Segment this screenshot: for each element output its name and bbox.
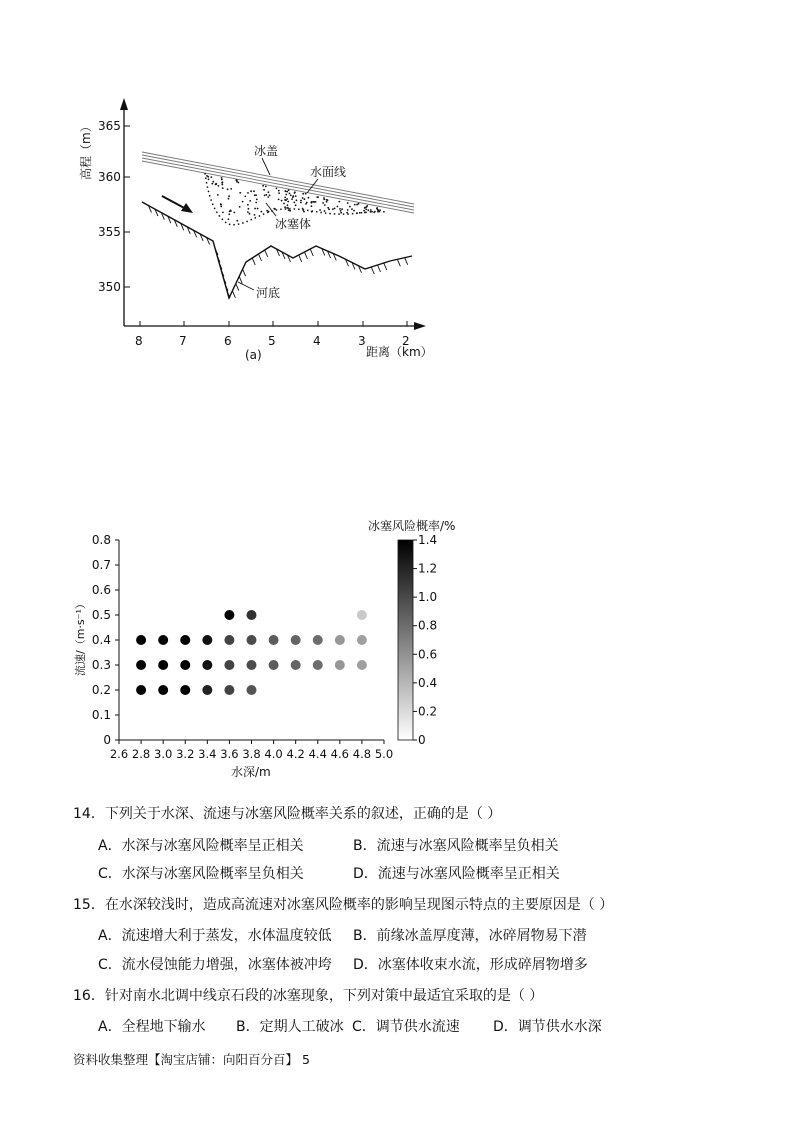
data-point	[247, 660, 257, 670]
ice-jam-dot	[340, 210, 342, 212]
x-tick-label: 5.0	[374, 747, 394, 761]
fig-a-x-tick: 3	[358, 334, 366, 348]
ice-jam-dot	[379, 209, 381, 211]
data-point	[357, 660, 367, 670]
ice-jam-dot	[210, 176, 212, 178]
colorbar-tick-label: 0.6	[418, 647, 438, 662]
ice-jam-dot	[302, 193, 304, 195]
ice-jam-dot	[292, 196, 294, 198]
ice-jam-dot	[254, 208, 256, 210]
ice-jam-dot	[373, 211, 375, 213]
data-point	[202, 660, 212, 670]
ice-jam-dot	[304, 198, 306, 200]
ice-jam-dot	[295, 204, 297, 206]
figure-a	[0, 0, 800, 380]
fig-a-x-ticks	[135, 321, 410, 348]
ice-jam-dot	[300, 202, 302, 204]
data-point	[269, 660, 279, 670]
bed-hatch-tick	[397, 259, 400, 266]
ice-jam-dot	[354, 204, 356, 206]
fig-a-x-tick: 8	[135, 334, 143, 348]
data-point	[357, 635, 367, 645]
ice-jam-dot	[377, 211, 379, 213]
ice-jam-dot	[254, 214, 256, 216]
data-point	[357, 610, 367, 620]
ice-jam-dot	[365, 209, 367, 211]
ice-jam-dot	[248, 208, 250, 210]
bed-hatch-tick	[259, 254, 262, 261]
fig-a-x-tick: 6	[224, 334, 232, 348]
fig-a-y-tick: 355	[98, 225, 121, 239]
y-tick-label: 0.4	[91, 633, 111, 647]
question-16-option-b[interactable]: B．定期人工破冰	[236, 1019, 344, 1035]
ice-jam-dot	[332, 208, 334, 210]
ice-jam-dot	[239, 206, 241, 208]
y-tick-label: 0.8	[91, 533, 111, 547]
ice-jam-dot	[288, 189, 290, 191]
page-footer: 资料收集整理【淘宝店铺：向阳百分百】 5	[73, 1052, 310, 1067]
data-point	[136, 635, 146, 645]
ice-jam-dot	[364, 207, 366, 209]
bed-hatch-tick	[305, 252, 308, 259]
data-point	[158, 635, 168, 645]
ice-jam-dot	[222, 212, 224, 214]
question-15-stem: 15．在水深较浅时，造成高流速对冰塞风险概率的影响呈现图示特点的主要原因是（ ）	[73, 897, 614, 913]
ice-jam-dot	[236, 220, 238, 222]
ice-jam-dot	[285, 194, 287, 196]
ice-jam-dot	[257, 208, 259, 210]
ice-jam-dot	[353, 210, 355, 212]
ice-jam-dot	[249, 213, 251, 215]
fig-a-caption: (a)	[245, 348, 262, 362]
colorbar	[398, 540, 413, 740]
colorbar-tick-label: 0.8	[418, 618, 438, 633]
ice-jam-dot	[217, 194, 219, 196]
x-tick-label: 4.2	[286, 747, 305, 761]
ice-jam-dot	[228, 213, 230, 215]
ice-jam-dot	[264, 195, 266, 197]
ice-jam-dot	[222, 187, 224, 189]
bed-hatch-tick	[243, 269, 246, 276]
ice-jam-dot	[339, 208, 341, 210]
ice-jam-dot	[313, 201, 315, 203]
ice-jam-dot	[351, 208, 353, 210]
ice-jam-dot	[311, 202, 313, 204]
fig-a-x-tick: 4	[313, 334, 321, 348]
chart-y-ticks	[92, 533, 119, 747]
question-14-option-c[interactable]: C．水深与冰塞风险概率呈负相关	[98, 866, 304, 882]
risk-scatter-chart	[0, 508, 800, 788]
ice-jam-dot	[286, 198, 288, 200]
question-16-stem: 16．针对南水北调中线京石段的冰塞现象，下列对策中最适宜采取的是（ ）	[73, 988, 544, 1004]
ice-jam-dot	[366, 205, 368, 207]
ice-jam-dot	[305, 203, 307, 205]
ice-jam-dot	[230, 210, 232, 212]
ice-jam-dot	[300, 200, 302, 202]
ice-jam-dot	[263, 189, 265, 191]
ice-jam-dot	[208, 178, 210, 180]
ice-jam-dot	[287, 204, 289, 206]
data-point	[202, 685, 212, 695]
colorbar-tick-label: 1.0	[418, 590, 438, 605]
ice-jam-dot	[284, 206, 286, 208]
ice-jam-dot	[218, 185, 220, 187]
ice-jam-dot	[296, 199, 298, 201]
ice-jam-dot	[222, 181, 224, 183]
data-point	[247, 685, 257, 695]
ice-jam-dot	[256, 199, 258, 201]
ice-jam-dot	[211, 183, 213, 185]
data-point	[136, 660, 146, 670]
question-15-option-d[interactable]: D．冰塞体收束水流，形成碎屑物增多	[353, 957, 588, 973]
ice-jam-dot	[273, 208, 275, 210]
question-16-option-a[interactable]: A．全程地下输水	[98, 1019, 206, 1035]
bed-hatch-tick	[265, 250, 268, 257]
x-tick-label: 3.8	[242, 747, 261, 761]
colorbar-tick-label: 1.2	[418, 561, 438, 576]
ice-jam-dot	[255, 202, 257, 204]
ice-jam-dot	[291, 198, 293, 200]
fig-a-y-tick: 360	[98, 170, 121, 184]
label-ice-cover: 冰盖	[254, 144, 279, 158]
bed-hatch-tick	[384, 263, 387, 270]
question-15-option-a[interactable]: A．流速增大利于蒸发，水体温度较低	[98, 928, 332, 944]
fig-a-y-label: 高程（m）	[79, 120, 93, 180]
y-tick-label: 0	[103, 733, 111, 747]
data-point	[269, 635, 279, 645]
x-tick-label: 3.4	[198, 747, 217, 761]
ice-jam-dot	[221, 184, 223, 186]
data-point	[291, 660, 301, 670]
ice-jam-dot	[289, 210, 291, 212]
ice-jam-dot	[228, 195, 230, 197]
bed-hatch-tick	[252, 258, 255, 265]
colorbar-tick-label: 0.2	[418, 704, 438, 719]
question-14-option-a[interactable]: A．水深与冰塞风险概率呈正相关	[98, 838, 304, 854]
ice-jam-dot	[281, 200, 283, 202]
data-point	[224, 685, 234, 695]
fig-a-y-ticks	[98, 119, 130, 294]
ice-jam-dot	[338, 201, 340, 203]
ice-jam-dot	[363, 210, 365, 212]
ice-jam-dot	[244, 196, 246, 198]
ice-jam-dot	[347, 202, 349, 204]
chart-x-label: 水深/m	[231, 765, 271, 779]
ice-jam-dot	[286, 207, 288, 209]
x-tick-label: 4.4	[308, 747, 327, 761]
ice-jam-dot	[212, 181, 214, 183]
data-point	[224, 660, 234, 670]
question-15-option-c[interactable]: C．流水侵蚀能力增强，冰塞体被冲垮	[98, 957, 332, 973]
question-14-option-b[interactable]: B．流速与冰塞风险概率呈负相关	[353, 838, 559, 854]
data-point	[247, 610, 257, 620]
fig-a-x-tick: 5	[268, 334, 276, 348]
x-tick-label: 4.6	[330, 747, 349, 761]
ice-jam-dot	[284, 197, 286, 199]
ice-jam-dot	[347, 209, 349, 211]
ice-jam-dot	[341, 208, 343, 210]
ice-jam-dot	[215, 183, 217, 185]
ice-jam-dot	[308, 197, 310, 199]
ice-cover-band	[142, 152, 414, 213]
ice-jam-dot	[285, 190, 287, 192]
bed-hatch-tick	[299, 255, 302, 262]
question-14-stem: 14．下列关于水深、流速与冰塞风险概率关系的叙述，正确的是（ ）	[73, 806, 502, 822]
ice-jam-dot	[349, 206, 351, 208]
fig-a-x-label: 距离（km）	[366, 345, 433, 359]
ice-jam-dot	[327, 207, 329, 209]
question-14-option-d[interactable]: D．流速与冰塞风险概率呈正相关	[353, 866, 560, 882]
ice-jam-dot	[267, 196, 269, 198]
fig-a-y-arrow	[120, 98, 128, 110]
ice-jam-dot	[287, 201, 289, 203]
ice-jam-dot	[356, 212, 358, 214]
ice-jam-dot	[324, 204, 326, 206]
colorbar-tick-label: 1.4	[418, 533, 438, 547]
ice-jam-dot	[337, 206, 339, 208]
x-tick-label: 2.8	[131, 747, 151, 761]
bed-hatch-tick	[232, 291, 235, 298]
data-point	[180, 685, 190, 695]
fig-a-x-tick: 2	[402, 334, 410, 348]
ice-jam-dot	[266, 194, 268, 196]
ice-jam-dot	[311, 211, 313, 213]
ice-jam-dot	[367, 209, 369, 211]
ice-jam-dot	[221, 179, 223, 181]
colorbar-ticks	[413, 533, 437, 747]
question-15-option-b[interactable]: B．前缘冰盖厚度薄，冰碎屑物易下潜	[353, 928, 587, 944]
y-tick-label: 0.1	[91, 708, 111, 722]
ice-jam-dot	[262, 185, 264, 187]
data-point	[247, 635, 257, 645]
question-16-option-c[interactable]: C．调节供水流速	[352, 1019, 460, 1035]
ice-jam-dot	[221, 177, 223, 179]
ice-jam-dot	[247, 204, 249, 206]
ice-jam-dot	[276, 188, 278, 190]
question-16-option-d[interactable]: D．调节供水水深	[493, 1019, 602, 1035]
y-tick-label: 0.5	[91, 608, 111, 622]
ice-jam-dot	[328, 208, 330, 210]
data-point	[224, 635, 234, 645]
chart-points	[136, 610, 367, 695]
ice-jam-dot	[286, 191, 288, 193]
fig-a-x-tick: 7	[179, 334, 187, 348]
fig-a-y-tick: 350	[98, 280, 121, 294]
ice-jam-dot	[247, 192, 249, 194]
ice-jam-dot	[326, 201, 328, 203]
ice-jam-dot	[327, 199, 329, 201]
bed-hatch-tick	[378, 265, 381, 272]
data-point	[313, 660, 323, 670]
ice-jam-dot	[358, 203, 360, 205]
y-tick-label: 0.6	[91, 583, 111, 597]
colorbar-tick-label: 0.4	[418, 675, 438, 690]
ice-jam-dot	[255, 194, 257, 196]
bed-hatch-tick	[405, 258, 408, 265]
ice-jam-dot	[268, 211, 270, 213]
ice-jam-dot	[294, 192, 296, 194]
bed-hatch-tick	[310, 249, 313, 256]
fig-a-x-arrow	[414, 322, 426, 330]
ice-jam-dot	[303, 211, 305, 213]
ice-jam-dot	[370, 209, 372, 211]
ice-jam-dot	[322, 202, 324, 204]
data-point	[335, 660, 345, 670]
ice-jam-dot	[206, 175, 208, 177]
ice-jam-dot	[316, 196, 318, 198]
ice-jam-dot	[220, 203, 222, 205]
data-point	[224, 610, 234, 620]
ice-jam-dot	[290, 194, 292, 196]
ice-jam-dot	[239, 192, 241, 194]
chart-x-ticks	[110, 740, 393, 761]
ice-jam-dot	[284, 199, 286, 201]
ice-jam-dot	[278, 190, 280, 192]
ice-jam-dot	[250, 190, 252, 192]
ice-jam-dot	[247, 211, 249, 213]
ice-jam-dot	[278, 199, 280, 201]
ice-jam-dot	[346, 212, 348, 214]
x-tick-label: 4.8	[352, 747, 372, 761]
ice-jam-dot	[228, 218, 230, 220]
chart-title: 冰塞风险概率/%	[368, 519, 456, 533]
data-point	[180, 635, 190, 645]
ice-jam-dot	[293, 202, 295, 204]
ice-jam-dot	[295, 195, 297, 197]
colorbar-tick-label: 0	[418, 733, 426, 747]
x-tick-label: 2.6	[109, 747, 129, 761]
ice-jam-dot	[311, 205, 313, 207]
x-tick-label: 3.6	[220, 747, 239, 761]
ice-jam-dot	[230, 188, 232, 190]
ice-jam-dot	[242, 201, 244, 203]
ice-jam-dot	[220, 206, 222, 208]
ice-jam-dot	[253, 190, 255, 192]
label-river-bed: 河底	[256, 286, 281, 300]
ice-jam-dot	[283, 203, 285, 205]
ice-jam-dot	[261, 211, 263, 213]
ice-jam-dot	[236, 179, 238, 181]
ice-jam-dot	[302, 209, 304, 211]
ice-jam-dot	[268, 191, 270, 193]
ice-jam-dot	[334, 208, 336, 210]
data-point	[313, 635, 323, 645]
ice-jam-dot	[371, 211, 373, 213]
label-ice-jam: 冰塞体	[275, 217, 312, 231]
y-tick-label: 0.2	[91, 683, 111, 697]
ice-jam-dot	[289, 193, 291, 195]
ice-jam-dot	[249, 200, 251, 202]
ice-jam-dot	[227, 188, 229, 190]
data-point	[158, 685, 168, 695]
ice-jam-dot	[359, 212, 361, 214]
label-water-line: 水面线	[310, 165, 347, 179]
x-tick-label: 3.2	[176, 747, 195, 761]
data-point	[136, 685, 146, 695]
x-tick-label: 4.0	[264, 747, 283, 761]
y-tick-label: 0.3	[91, 658, 111, 672]
chart-y-label: 流速/（m·s⁻¹）	[74, 598, 87, 676]
ice-jam-dot	[364, 212, 366, 214]
ice-jam-dot	[305, 193, 307, 195]
ice-jam-dot	[278, 192, 280, 194]
ice-jam-dot	[319, 209, 321, 211]
data-point	[158, 660, 168, 670]
bed-hatch-tick	[236, 284, 239, 291]
ice-jam-dot	[324, 210, 326, 212]
x-tick-label: 3.0	[154, 747, 173, 761]
y-tick-label: 0.7	[91, 558, 111, 572]
data-point	[202, 635, 212, 645]
ice-jam-dot	[302, 197, 304, 199]
ice-jam-dot	[340, 212, 342, 214]
data-point	[180, 660, 190, 670]
ice-jam-dot	[233, 212, 235, 214]
bed-hatch-tick	[371, 267, 374, 274]
ice-jam-dot	[266, 210, 268, 212]
ice-jam-dot	[323, 199, 325, 201]
ice-jam-dot	[265, 186, 267, 188]
ice-jam-dot	[269, 194, 271, 196]
fig-a-y-tick: 365	[98, 119, 121, 133]
data-point	[335, 635, 345, 645]
ice-jam-dot	[315, 201, 317, 203]
data-point	[291, 635, 301, 645]
ice-jam-dot	[228, 198, 230, 200]
